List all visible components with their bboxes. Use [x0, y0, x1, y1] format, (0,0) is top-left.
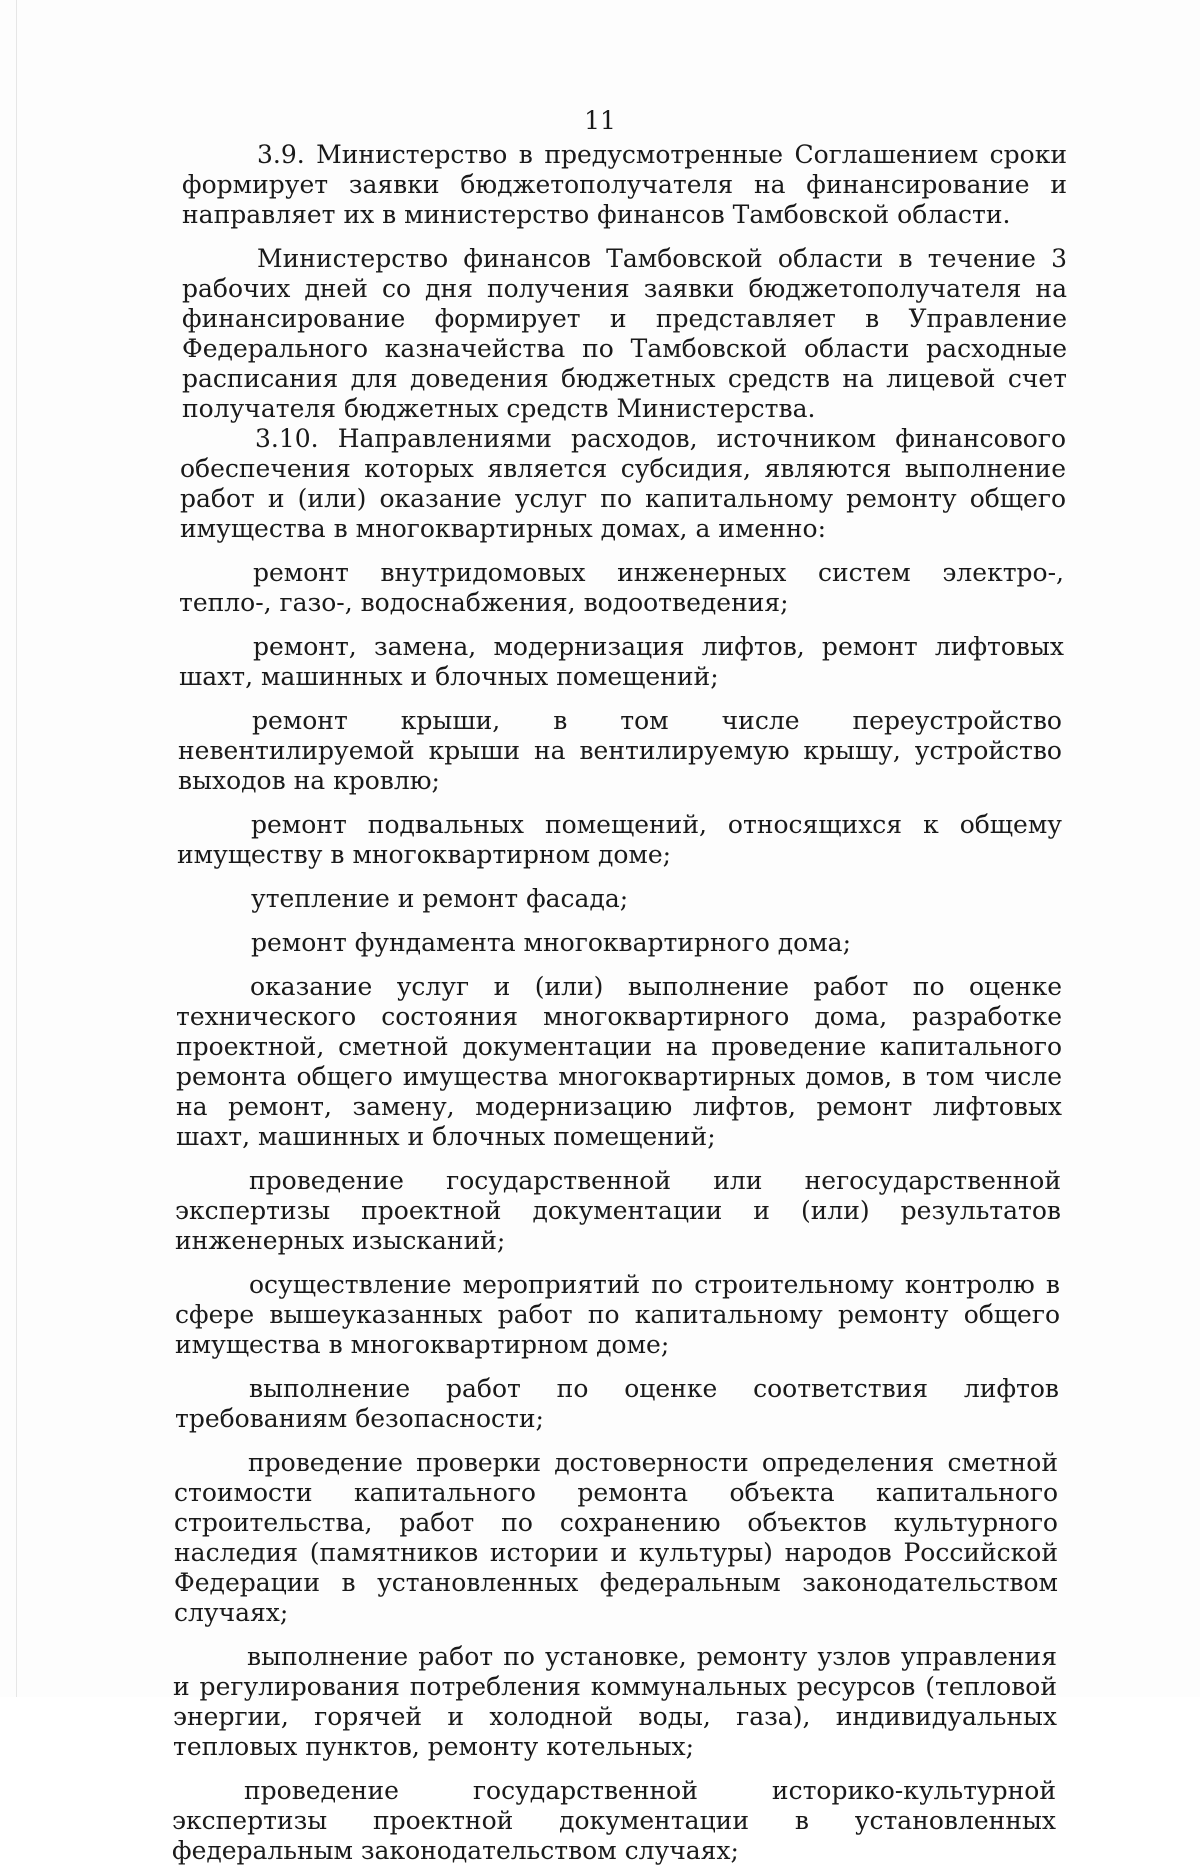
paragraph-minfin: Министерство финансов Тамбовской области в течение 3 рабочих дней со дня получения заявки бюджетополучателя на финансирование формирует и представляет в Управление Федерального казначейства по Тамбовской области расходные расписания для доведения бюджетных средств на лицевой счет получателя бюджетных средств Министерства.: [182, 244, 1067, 423]
list-item-roof: ремонт крыши, в том числе переустройство невентилируемой крыши на вентилируемую крышу, устройство выходов на кровлю;: [178, 706, 1062, 795]
list-item-estimate-verification: проведение проверки достоверности определения сметной стоимости капитального ремонта объекта капитального строительства, работ по сохранению объектов культурного наследия (памятников истории и культуры) народов Российской Федерации в установленных федеральным законодательством случаях;: [174, 1448, 1058, 1627]
list-item-technical-assessment: оказание услуг и (или) выполнение работ по оценке технического состояния многоквартирного дома, разработке проектной, сметной документации на проведение капитального ремонта общего имущества многоквартирных домов, в том числе на ремонт, замену, модернизацию лифтов, ремонт лифтовых шахт, машинных и блочных помещений;: [176, 972, 1062, 1151]
list-item-engineering-systems: ремонт внутридомовых инженерных систем электро-, тепло-, газо-, водоснабжения, водоотведения;: [179, 558, 1064, 617]
paragraph-3-9: 3.9. Министерство в предусмотренные Соглашением сроки формирует заявки бюджетополучателя на финансирование и направляет их в министерство финансов Тамбовской области.: [182, 140, 1067, 229]
list-item-facade: утепление и ремонт фасада;: [251, 884, 629, 913]
page-number: 11: [584, 106, 616, 135]
list-item-elevator-safety: выполнение работ по оценке соответствия лифтов требованиям безопасности;: [175, 1374, 1059, 1433]
list-item-heritage-expertise: проведение государственной историко-культурной экспертизы проектной документации в установленных федеральным законодательством случаях;: [172, 1776, 1056, 1865]
list-item-elevators: ремонт, замена, модернизация лифтов, ремонт лифтовых шахт, машинных и блочных помещений;: [179, 632, 1064, 691]
list-item-expertise: проведение государственной или негосударственной экспертизы проектной документации и (или) результатов инженерных изысканий;: [175, 1166, 1061, 1255]
list-item-utility-metering: выполнение работ по установке, ремонту узлов управления и регулирования потребления коммунальных ресурсов (тепловой энергии, горячей и холодной воды, газа), индивидуальных тепловых пунктов, ремонту котельных;: [173, 1642, 1057, 1761]
paragraph-3-10: 3.10. Направлениями расходов, источником финансового обеспечения которых является субсидия, являются выполнение работ и (или) оказание услуг по капитальному ремонту общего имущества в многоквартирных домах, а именно:: [180, 424, 1066, 543]
list-item-basement: ремонт подвальных помещений, относящихся к общему имуществу в многоквартирном доме;: [177, 810, 1062, 869]
list-item-construction-control: осуществление мероприятий по строительному контролю в сфере вышеуказанных работ по капитальному ремонту общего имущества в многоквартирном доме;: [175, 1270, 1060, 1359]
list-item-foundation: ремонт фундамента многоквартирного дома;: [251, 928, 851, 957]
document-body: [0, 140, 1200, 1866]
